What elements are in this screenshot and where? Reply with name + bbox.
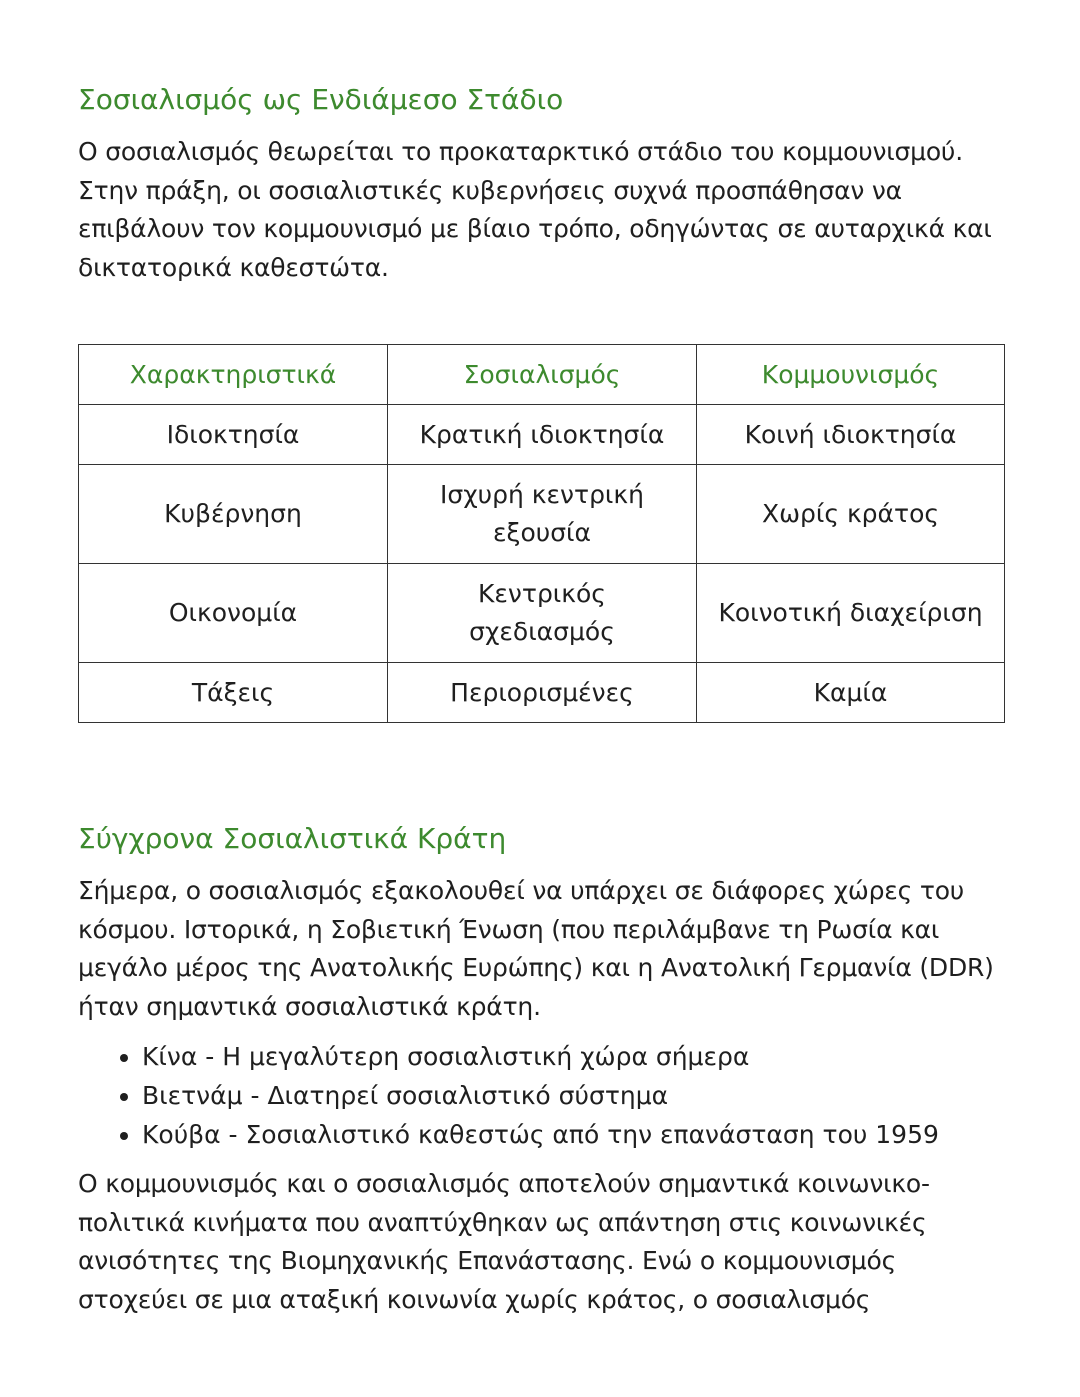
table-row [79, 465, 1005, 564]
section-paragraph-intermediate-stage: Ο σοσιαλισμός θεωρείται το προκαταρκτικό στάδιο του κομμουνισμού. Στην πράξη, οι σοσιαλιστικές κυβερνήσεις συχνά προσπάθησαν να επιβάλουν τον κομμουνισμό με βίαιο τρόπο, οδηγώντας σε αυταρχικά και δικτατορικά καθεστώτα. [78, 137, 992, 282]
table-header-row [79, 345, 1005, 405]
table-cell: Κρατική ιδιοκτησία [388, 405, 697, 465]
table-header-cell: Χαρακτηριστικά [79, 345, 388, 405]
table-cell: Κοινοτική διαχείριση [697, 564, 1005, 663]
document-page [78, 80, 1008, 1319]
table-header-cell: Σοσιαλισμός [388, 345, 697, 405]
table-cell: Κεντρικός σχεδιασμός [388, 564, 697, 663]
table-row [79, 663, 1005, 723]
country-bullet-list [78, 1037, 1008, 1154]
table-cell: Καμία [697, 663, 1005, 723]
list-item: • Βιετνάμ - Διατηρεί σοσιαλιστικό σύστημα [142, 1076, 1008, 1115]
table-row [79, 564, 1005, 663]
table-cell: Κυβέρνηση [79, 465, 388, 564]
table-cell: Οικονομία [79, 564, 388, 663]
section-heading-intermediate-stage: Σοσιαλισμός ως Ενδιάμεσο Στάδιο [78, 83, 564, 116]
list-item: • Κούβα - Σοσιαλιστικό καθεστώς από την επανάσταση του 1959 [142, 1115, 1008, 1154]
section-paragraph-modern-states: Σήμερα, ο σοσιαλισμός εξακολουθεί να υπάρχει σε διάφορες χώρες του κόσμου. Ιστορικά, η Σοβιετική Ένωση (που περιλάμβανε τη Ρωσία και μεγάλο μέρος της Ανατολικής Ευρώπης) και η Ανατολική Γερμανία (DDR) ήταν σημαντικά σοσιαλιστικά κράτη. [78, 876, 994, 1021]
closing-paragraph: Ο κομμουνισμός και ο σοσιαλισμός αποτελούν σημαντικά κοινωνικο-πολιτικά κινήματα που αναπτύχθηκαν ως απάντηση στις κοινωνικές ανισότητες της Βιομηχανικής Επανάστασης. Ενώ ο κομμουνισμός στοχεύει σε μια αταξική κοινωνία χωρίς κράτος, ο σοσιαλισμός [78, 1169, 930, 1314]
section-heading-modern-states: Σύγχρονα Σοσιαλιστικά Κράτη [78, 822, 507, 855]
table-cell: Χωρίς κράτος [697, 465, 1005, 564]
table-header-cell: Κομμουνισμός [697, 345, 1005, 405]
table-cell: Περιορισμένες [388, 663, 697, 723]
list-item: • Κίνα - Η μεγαλύτερη σοσιαλιστική χώρα σήμερα [142, 1037, 1008, 1076]
table-cell: Ισχυρή κεντρική εξουσία [388, 465, 697, 564]
table-cell: Κοινή ιδιοκτησία [697, 405, 1005, 465]
comparison-table [78, 344, 1005, 723]
table-row [79, 405, 1005, 465]
table-cell: Ιδιοκτησία [79, 405, 388, 465]
table-cell: Τάξεις [79, 663, 388, 723]
